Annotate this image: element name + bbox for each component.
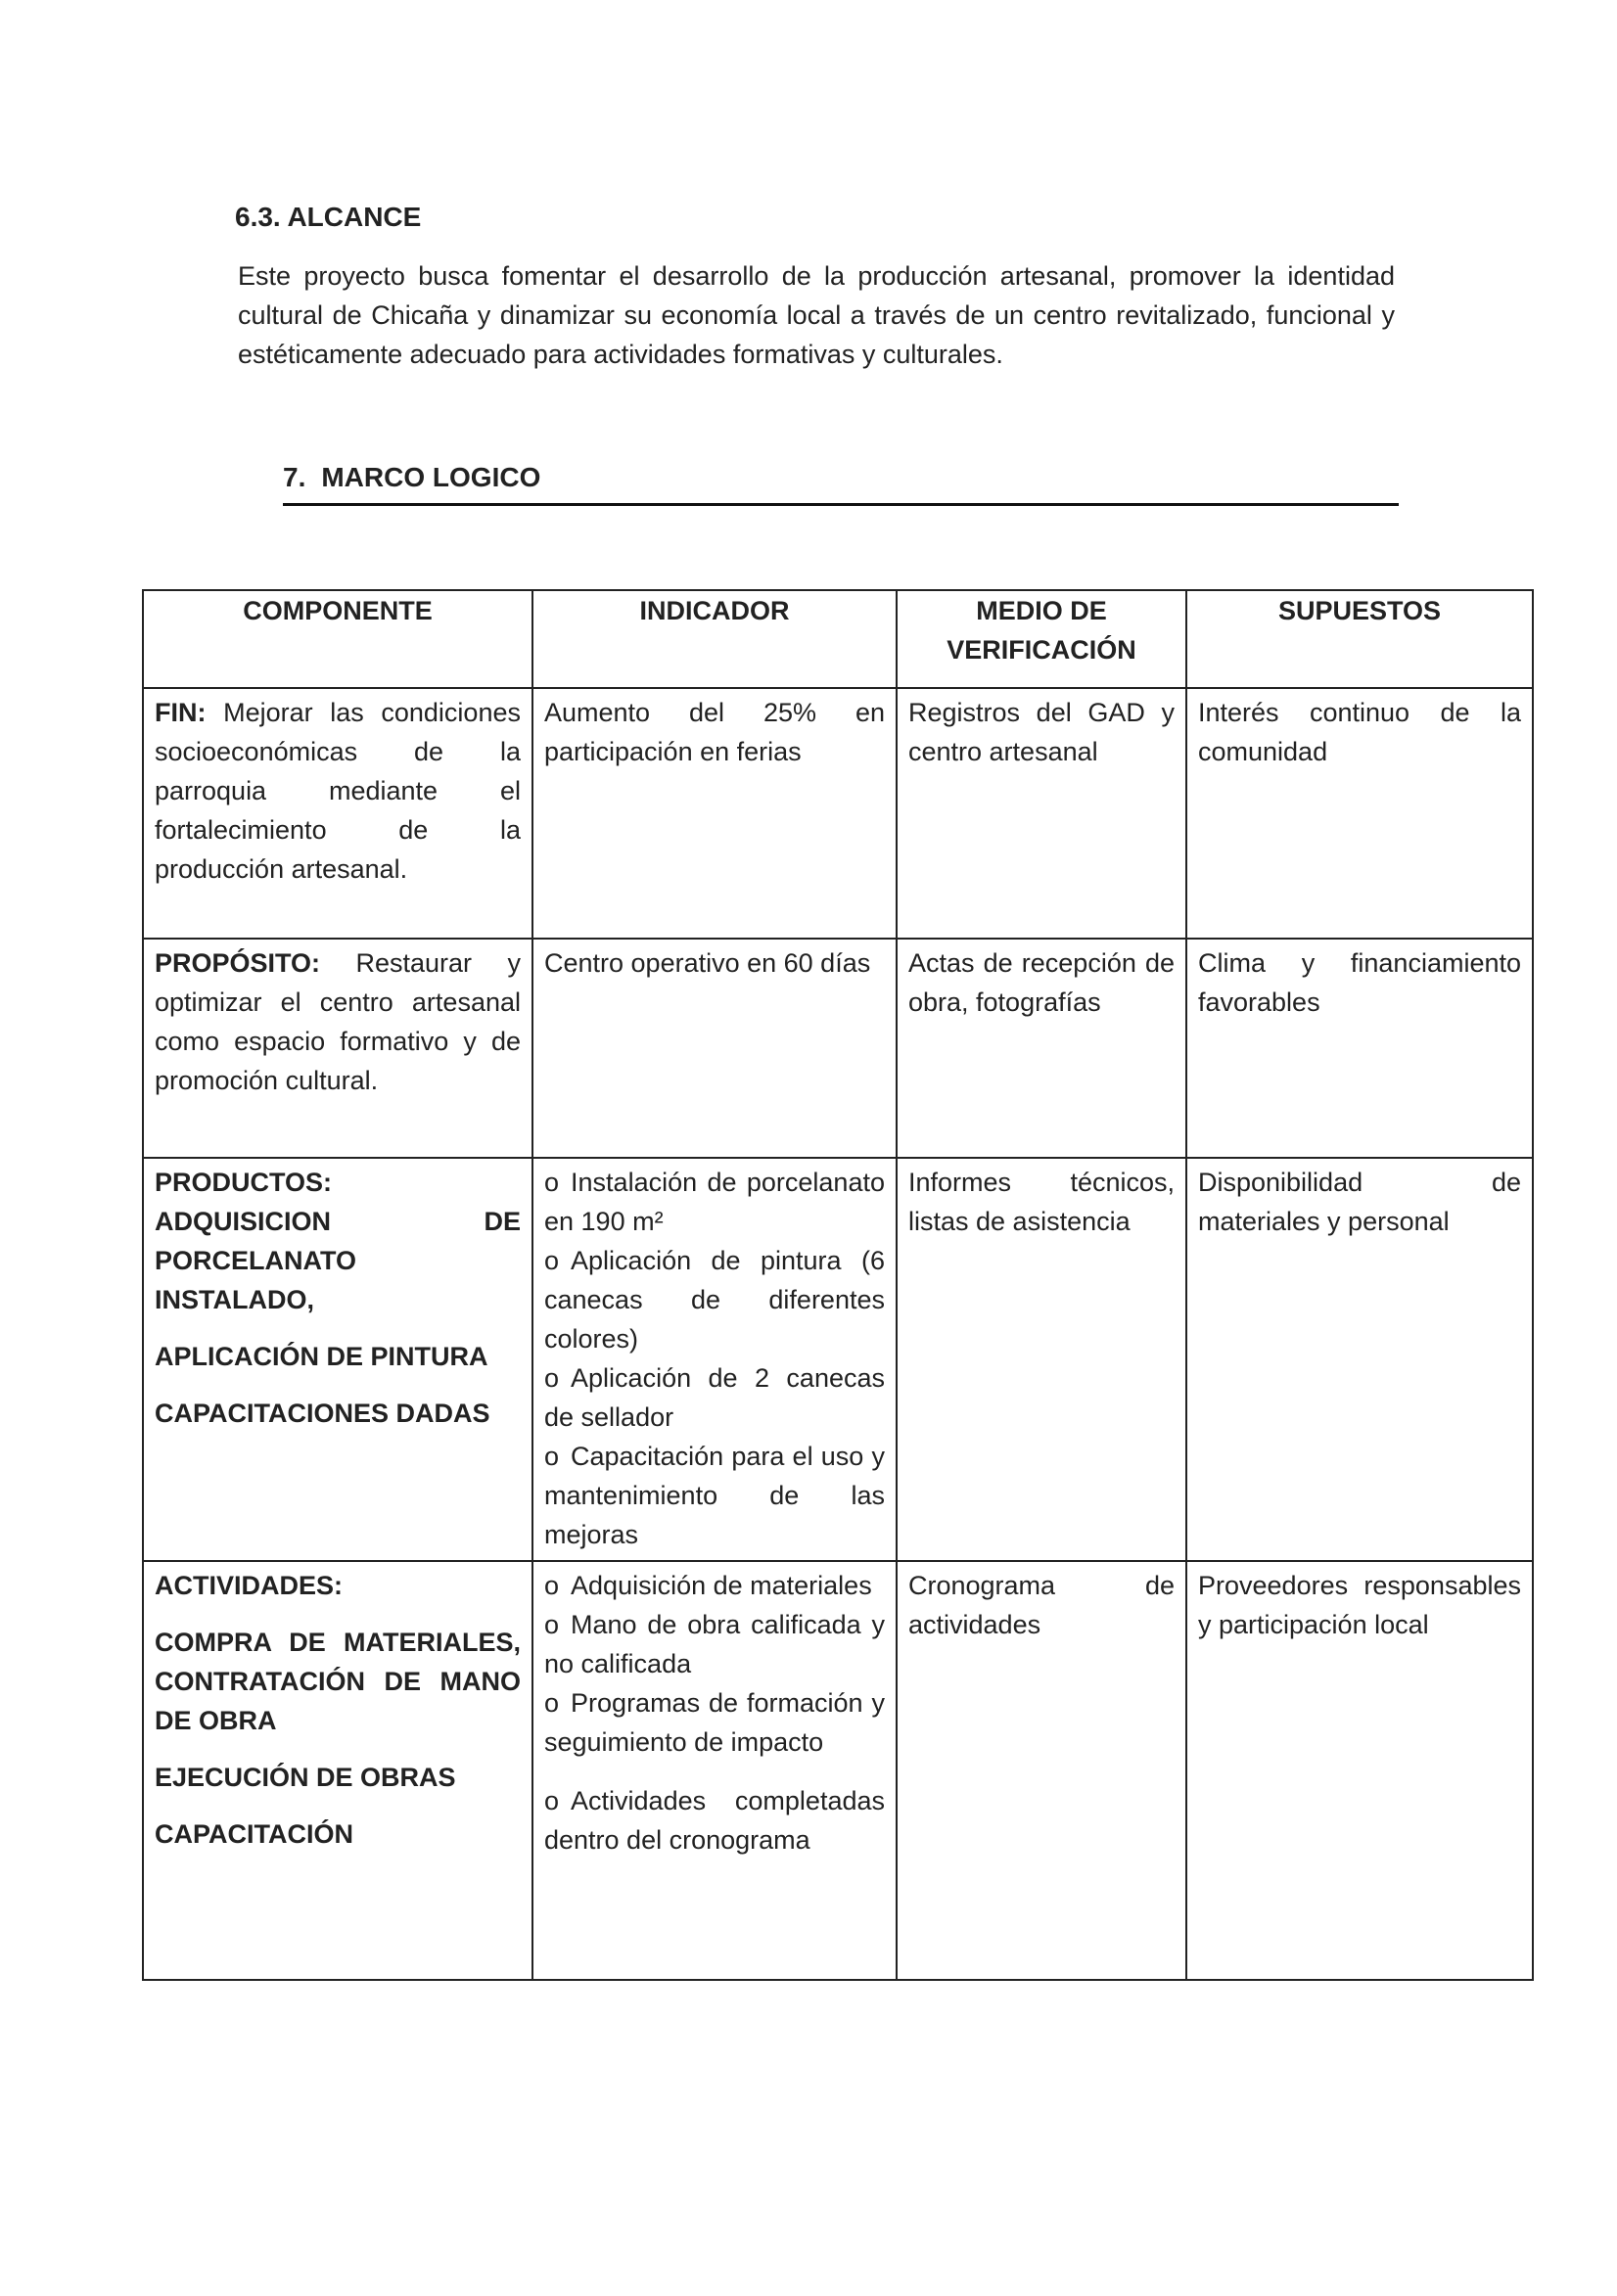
bullet: o <box>544 1442 560 1471</box>
marco-logico-title <box>283 462 1399 493</box>
list-item: o Aplicación de 2 canecas de sellador <box>544 1363 885 1432</box>
fin-medio-cell: Registros del GAD y centro artesanal <box>897 688 1186 939</box>
productos-label: PRODUCTOS: <box>155 1168 333 1197</box>
actividades-componente-cell <box>143 1561 532 1980</box>
proposito-componente-cell <box>143 939 532 1158</box>
bullet: o <box>544 1246 560 1275</box>
list-item: o Capacitación para el uso y mantenimiento de las mejoras <box>544 1442 885 1549</box>
actividades-item: EJECUCIÓN DE OBRAS <box>155 1763 456 1792</box>
table-row-productos <box>143 1158 1533 1561</box>
marco-logico-heading <box>283 462 1399 506</box>
bullet: o <box>544 1786 560 1815</box>
bullet: o <box>544 1610 560 1639</box>
actividades-supuesto-cell: Proveedores responsables y participación local <box>1186 1561 1533 1980</box>
productos-item: ADQUISICION DE PORCELANATO INSTALADO, <box>155 1207 521 1314</box>
header-indicador: INDICADOR <box>532 590 897 688</box>
table-header-row <box>143 590 1533 688</box>
fin-indicador-cell: Aumento del 25% en participación en ferias <box>532 688 897 939</box>
productos-supuesto-cell: Disponibilidad de materiales y personal <box>1186 1158 1533 1561</box>
actividades-label: ACTIVIDADES: <box>155 1571 344 1600</box>
heading-text: MARCO LOGICO <box>321 462 541 492</box>
header-medio-verificacion: MEDIO DE VERIFICACIÓN <box>897 590 1186 688</box>
heading-number: 7. <box>283 462 306 492</box>
bullet: o <box>544 1571 560 1600</box>
productos-item: APLICACIÓN DE PINTURA <box>155 1342 488 1371</box>
productos-indicador-cell <box>532 1158 897 1561</box>
proposito-text: Restaurar y optimizar el centro artesanal como espacio formativo y de promoción cultural. <box>155 948 521 1095</box>
proposito-label: PROPÓSITO: <box>155 948 321 978</box>
list-item: o Actividades completadas dentro del cronograma <box>544 1786 885 1855</box>
actividades-medio-cell: Cronograma de actividades <box>897 1561 1186 1980</box>
actividades-item: CAPACITACIÓN <box>155 1819 353 1849</box>
fin-text: Mejorar las condiciones socioeconómicas de la parroquia mediante el fortalecimiento de la producción artesanal. <box>155 698 521 884</box>
proposito-supuesto-cell: Clima y financiamiento favorables <box>1186 939 1533 1158</box>
fin-supuesto-cell: Interés continuo de la comunidad <box>1186 688 1533 939</box>
alcance-paragraph: Este proyecto busca fomentar el desarrollo de la producción artesanal, promover la identidad cultural de Chicaña y dinamizar su economía local a través de un centro revitalizado, funcional y estéticamente adecuado para actividades formativas y culturales. <box>238 261 1395 369</box>
table-row-actividades <box>143 1561 1533 1980</box>
list-item: o Programas de formación y seguimiento de impacto <box>544 1688 885 1757</box>
header-supuestos: SUPUESTOS <box>1186 590 1533 688</box>
fin-label: FIN: <box>155 698 207 727</box>
list-item: o Instalación de porcelanato en 190 m² <box>544 1168 885 1236</box>
bullet: o <box>544 1363 560 1393</box>
list-item: o Adquisición de materiales <box>544 1571 872 1600</box>
productos-medio-cell: Informes técnicos, listas de asistencia <box>897 1158 1186 1561</box>
bullet: o <box>544 1688 560 1718</box>
actividades-indicador-cell <box>532 1561 897 1980</box>
table-row-fin <box>143 688 1533 939</box>
bullet: o <box>544 1168 560 1197</box>
table-row-proposito <box>143 939 1533 1158</box>
list-item: o Aplicación de pintura (6 canecas de diferentes colores) <box>544 1246 885 1354</box>
section-title-alcance: 6.3. ALCANCE <box>235 202 422 232</box>
header-componente: COMPONENTE <box>143 590 532 688</box>
productos-item: CAPACITACIONES DADAS <box>155 1399 490 1428</box>
proposito-medio-cell: Actas de recepción de obra, fotografías <box>897 939 1186 1158</box>
productos-componente-cell <box>143 1158 532 1561</box>
proposito-indicador-cell: Centro operativo en 60 días <box>532 939 897 1158</box>
logical-framework-table <box>142 589 1534 1981</box>
actividades-item: COMPRA DE MATERIALES, CONTRATACIÓN DE MANO DE OBRA <box>155 1628 521 1735</box>
list-item: o Mano de obra calificada y no calificada <box>544 1610 885 1678</box>
fin-componente-cell <box>143 688 532 939</box>
